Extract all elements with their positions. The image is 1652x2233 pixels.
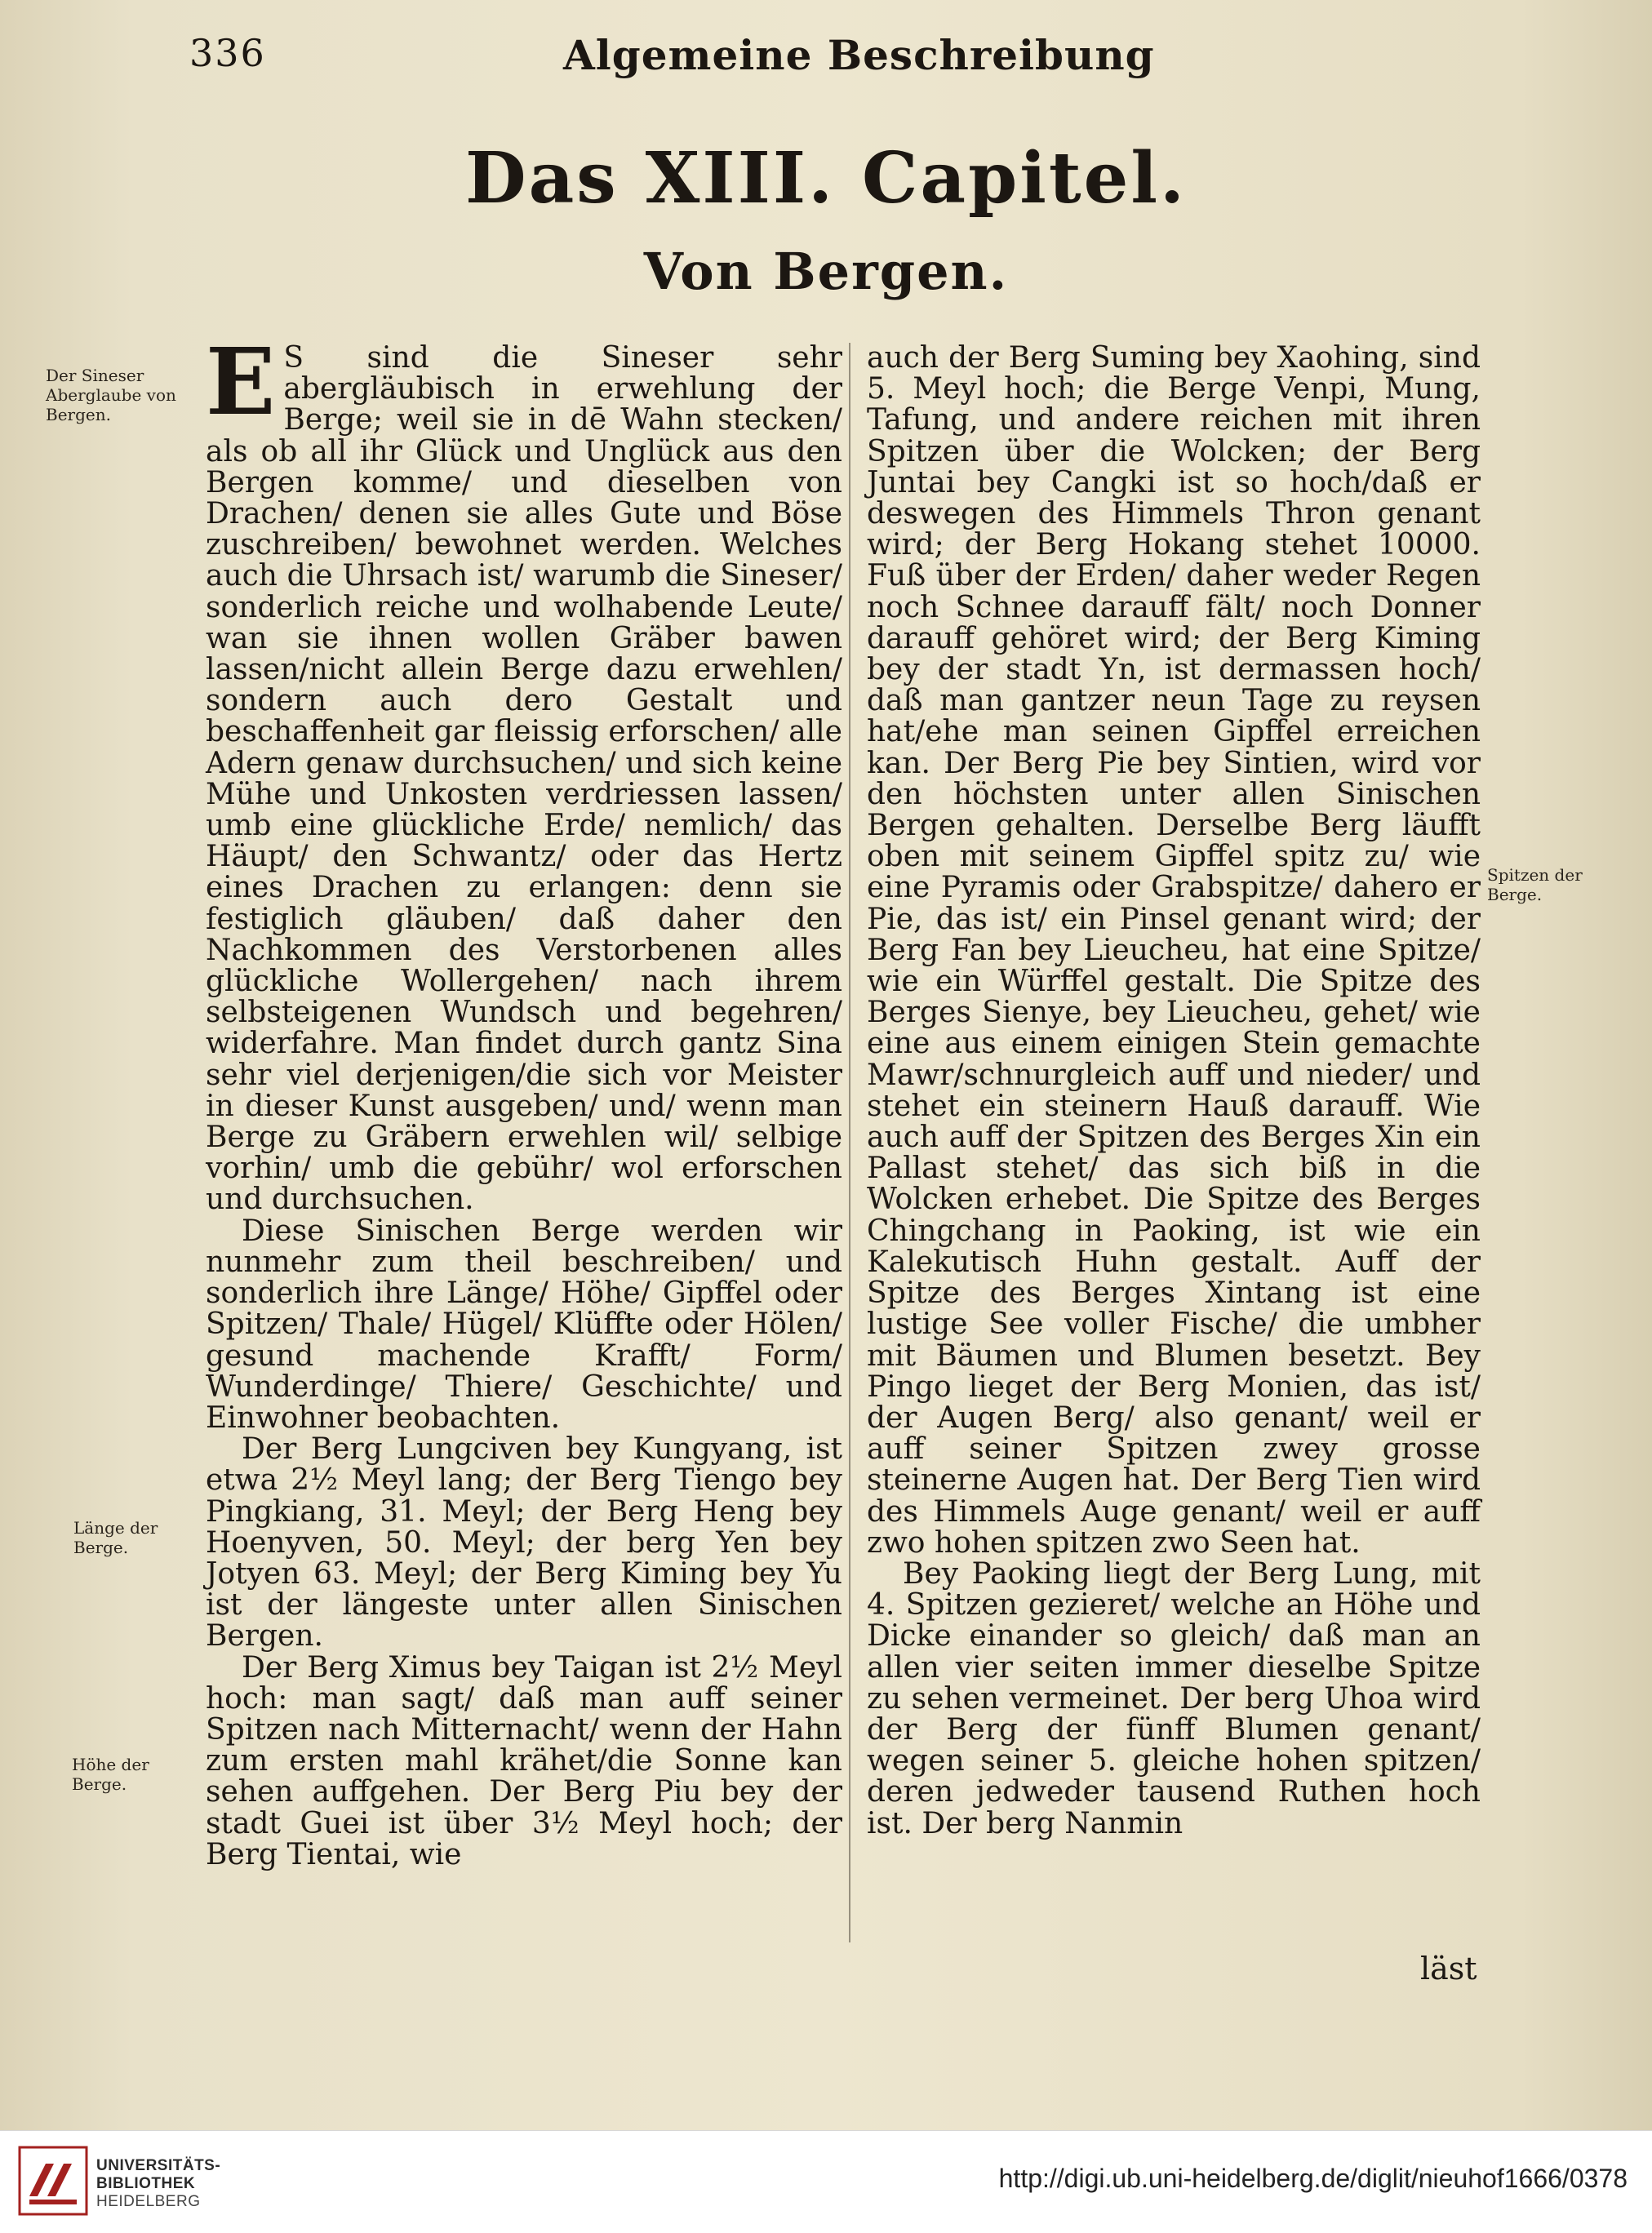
library-logo-icon [18,2146,88,2216]
right-text-column [867,343,1481,1840]
marginal-note: Länge der Berge. [73,1518,158,1557]
paragraph: Der Berg Lungciven bey Kungyang, ist etwa 2½ Meyl lang; der Berg Tiengo bey Pingkiang, 31. Meyl; der Berg Heng bey Hoenyven, 50. Meyl; der berg Yen bey Jotyen 63. Meyl; der Berg Kiming bey Yu ist der längeste unter allen Sinischen Bergen. [206,1432,842,1654]
marginal-note: Spitzen der Berge. [1487,865,1583,904]
library-name-line: UNIVERSITÄTS- [96,2157,221,2174]
column-divider [849,343,850,1942]
marginal-note: Der Sineser Aberglaube von Bergen. [46,366,176,424]
running-head: Algemeine Beschreibung [563,31,1155,79]
paragraph-text: S sind die Sineser sehr abergläubisch in erwehlung der Berge; weil sie in dē Wahn stecken/ als ob all ihr Glück und Unglück aus den Bergen komme/ und dieselben von Drachen/ denen sie alles Gute und Böse zuschreiben/ bewohnet werden. Welches auch die Uhrsach ist/ warumb die Sineser/ sonderlich reiche und wolhabende Leute/ wan sie ihnen wollen Gräber bawen lassen/nicht allein Berge dazu erwehlen/ sondern auch dero Gestalt und beschaffenheit gar fleissig erforschen/ alle Adern genaw durchsuchen/ und sich keine Mühe und Unkosten verdriessen lassen/ umb eine glückliche Erde/ nemlich/ das Häupt/ den Schwantz/ oder das Hertz eines Drachen zu erlangen: denn sie festiglich gläuben/ daß daher den Nachkommen des Verstorbenen alles glückliche Wollergehen/ nach ihrem selbsteigenen Wundsch und begehren/ widerfahre. Man findet durch gantz Sina sehr viel derjenigen/die sich vor Meister in dieser Kunst ausgeben/ und/ wenn man Berge zu Gräbern erwehlen wil/ selbige vorhin/ umb die gebühr/ wol erforschen und durchsuchen. [206,341,842,1217]
paragraph: Diese Sinischen Berge werden wir nunmehr zum theil beschreiben/ und sonderlich ihre Länge/ Höhe/ Gipffel oder Spitzen/ Thale/ Hügel/ Klüffte oder Hölen/ gesund machende Krafft/ Form/ Wunderdinge/ Thiere/ Geschichte/ und Einwohner beobachten. [206,1214,842,1435]
marginal-note: Höhe der Berge. [72,1755,149,1794]
viewer-footer [0,2130,1652,2233]
page-number: 336 [189,31,266,75]
chapter-title: Das XIII. Capitel. [465,137,1187,220]
permalink-url[interactable]: http://digi.ub.uni-heidelberg.de/diglit/nieuhof1666/0378 [998,2164,1628,2193]
paragraph [206,329,842,1217]
paragraph: Der Berg Ximus bey Taigan ist 2½ Meyl hoch: man sagt/ daß man auff seiner Spitzen nach Mitternacht/ wenn der Hahn zum ersten mahl krähet/die Sonne kan sehen auffgehen. Der Berg Piu bey der stadt Guei ist über 3½ Meyl hoch; der Berg Tientai, wie [206,1650,842,1871]
library-name [96,2157,220,2211]
catchword: läst [1420,1951,1477,1987]
drop-cap: E [206,329,276,436]
paragraph: auch der Berg Suming bey Xaohing, sind 5. Meyl hoch; die Berge Venpi, Mung, Tafung, und andere reichen mit ihren Spitzen über die Wolcken; der Berg Juntai bey Cangki ist so hoch/daß er deswegen des Himmels Thron genant wird; der Berg Hokang stehet 10000. Fuß über der Erden/ daher weder Regen noch Schnee darauff fält/ noch Donner darauff gehöret wird; der Berg Kiming bey der stadt Yn, ist dermassen hoch/ daß man gantzer neun Tage zu reysen hat/ehe man seinen Gipffel erreichen kan. Der Berg Pie bey Sintien, wird vor den höchsten unter allen Sinischen Bergen gehalten. Derselbe Berg läufft oben mit seinem Gipffel spitz zu/ wie eine Pyramis oder Grabspitze/ dahero er Pie, das ist/ ein Pinsel genant wird; der Berg Fan bey Lieucheu, hat eine Spitze/ wie ein Würffel gestalt. Die Spitze des Berges Sienye, bey Lieucheu, gehet/ wie eine aus einem einigen Stein gemachte Mawr/schnurgleich auff und nieder/ und stehet ein steinern Hauß darauff. Wie auch auff der Spitzen des Berges Xin ein Pallast stehet/ das sich biß in die Wolcken erhebet. Die Spitze des Berges Chingchang in Paoking, ist wie ein Kalekutisch Huhn gestalt. Auff der Spitze des Berges Xintang ist eine lustige See voller Fische/ die umbher mit Bäumen und Blumen besetzt. Bey Pingo lieget der Berg Monien, das ist/ der Augen Berg/ also genant/ weil er auff seiner Spitzen zwey grosse steinerne Augen hat. Der Berg Tien wird des Himmels Auge genant/ weil er auff zwo hohen spitzen zwo Seen hat. [867,341,1481,1560]
library-name-line: BIBLIOTHEK [96,2175,196,2192]
section-title: Von Bergen. [643,242,1009,301]
library-name-line: HEIDELBERG [96,2193,201,2210]
paragraph: Bey Paoking liegt der Berg Lung, mit 4. Spitzen gezieret/ welche an Höhe und Dicke einander so gleich/ daß man an allen vier seiten immer dieselbe Spitze zu sehen vermeinet. Der berg Uhoa wird der Berg der fünff Blumen genant/ wegen seiner 5. gleiche hohen spitzen/ deren jedweder tausend Ruthen hoch ist. Der berg Nanmin [867,1556,1481,1840]
left-text-column [206,329,842,1871]
